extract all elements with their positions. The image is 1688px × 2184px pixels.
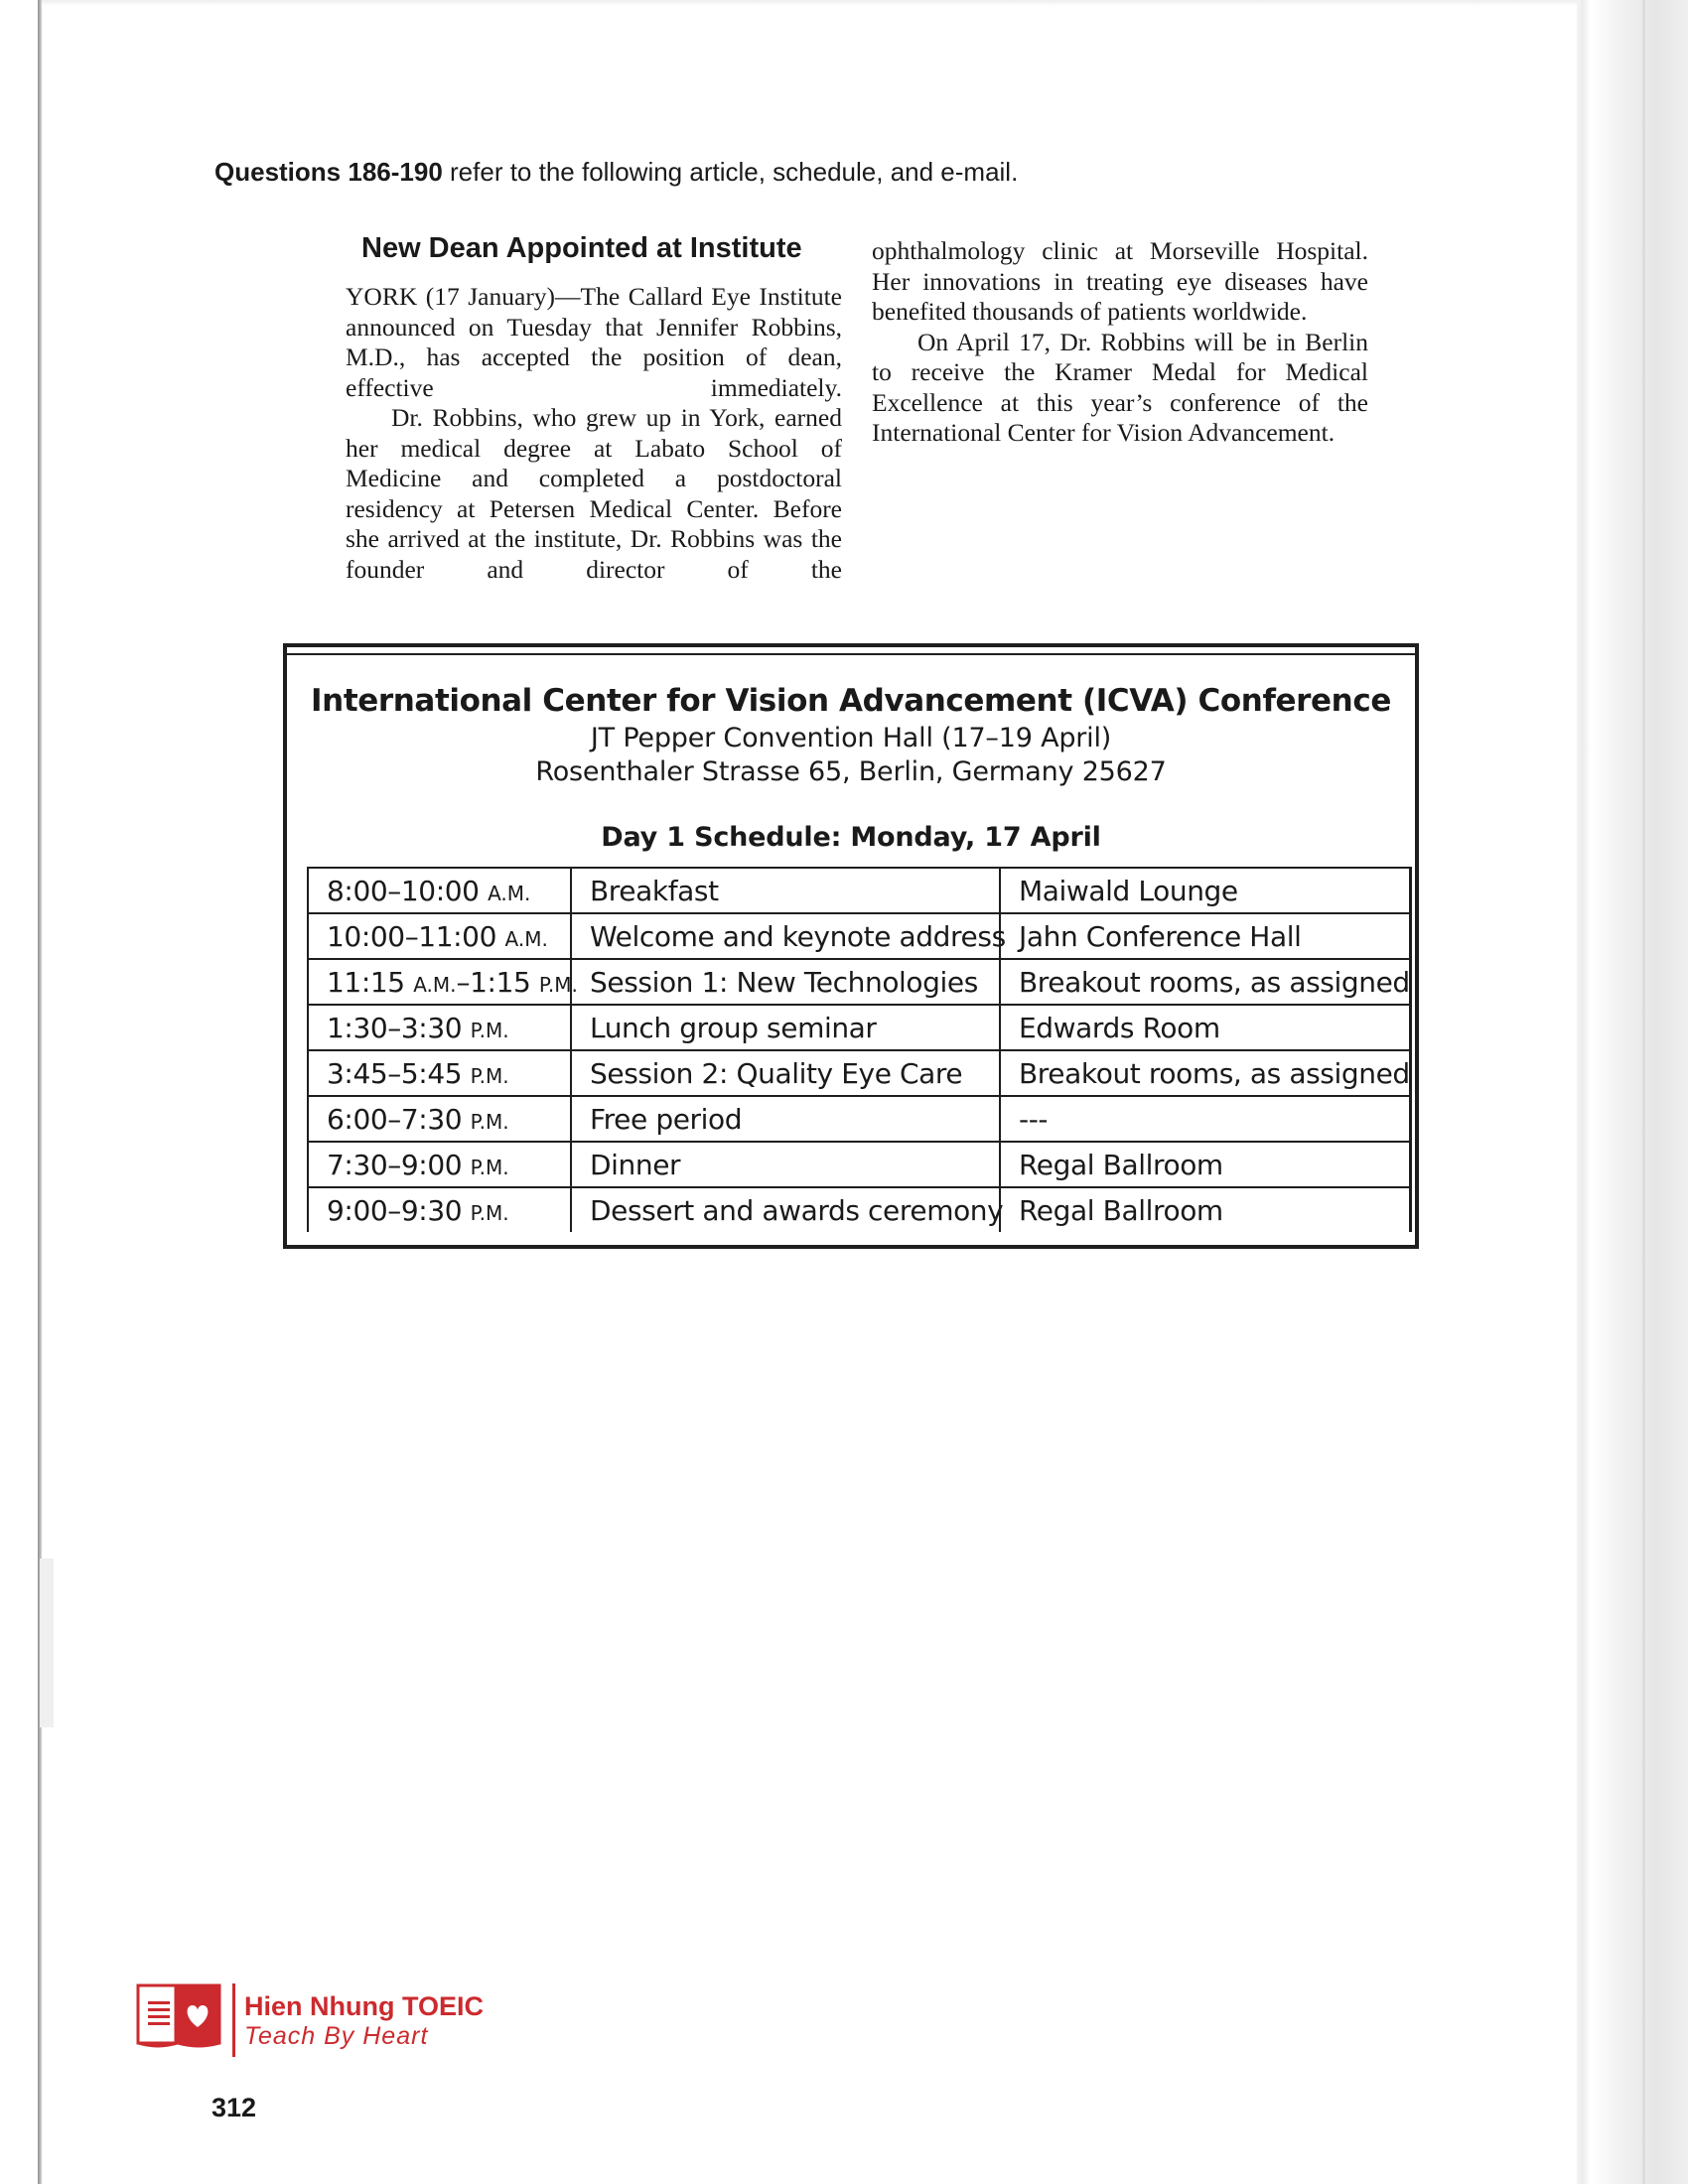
time-suffix: A.M.: [504, 926, 548, 951]
questions-intro: [214, 157, 1018, 188]
article-right-column: [872, 236, 1368, 449]
time-suffix: P.M.: [470, 1018, 509, 1042]
schedule-title: International Center for Vision Advancement (ICVA) Conference: [311, 683, 1391, 719]
schedule-location: Breakout rooms, as assigned: [1000, 1050, 1410, 1096]
schedule-row: [308, 959, 1410, 1005]
time-range: 7:30–9:00: [327, 1148, 463, 1181]
time-range: 3:45–5:45: [327, 1056, 463, 1090]
schedule-row: [308, 1187, 1410, 1232]
schedule-address: Rosenthaler Strasse 65, Berlin, Germany 25627: [535, 756, 1167, 787]
logo-divider: [232, 1983, 235, 2057]
schedule-location: Regal Ballroom: [1000, 1187, 1410, 1232]
scan-edge-left: [38, 0, 42, 2184]
article-paragraph: ophthalmology clinic at Morseville Hospital. Her innovations in treating eye diseases have benefited thousands of patients worldwide.: [872, 236, 1368, 326]
time-suffix: P.M.: [470, 1063, 509, 1088]
time-suffix: P.M.: [470, 1109, 509, 1134]
schedule-event: Lunch group seminar: [571, 1005, 1000, 1050]
time-range: 9:00–9:30: [327, 1193, 463, 1227]
article-paragraph: On April 17, Dr. Robbins will be in Berlin to receive the Kramer Medal for Medical Excellence at this year’s conference of the International Center for Vision Advancement.: [872, 327, 1368, 447]
time-range: 6:00–7:30: [327, 1102, 463, 1136]
schedule-event: Dinner: [571, 1142, 1000, 1187]
time-range: 1:30–3:30: [327, 1011, 463, 1044]
question-intro-text: refer to the following article, schedule, and e-mail.: [450, 157, 1019, 187]
article-title: New Dean Appointed at Institute: [361, 232, 802, 264]
schedule-day-heading: Day 1 Schedule: Monday, 17 April: [601, 822, 1101, 853]
schedule-time: [308, 868, 571, 913]
article-paragraph: Dr. Robbins, who grew up in York, earned her medical degree at Labato School of Medicine and completed a postdoctoral residency at Petersen Medical Center. Before she arrived at the institute, Dr. Robbins was the founder and director of the: [346, 403, 842, 584]
brand-tagline: Teach By Heart: [244, 2022, 429, 2050]
schedule-location: Maiwald Lounge: [1000, 868, 1410, 913]
schedule-location: Regal Ballroom: [1000, 1142, 1410, 1187]
schedule-row: [308, 868, 1410, 913]
time-range: 11:15 A.M.–1:15: [327, 965, 531, 999]
time-range: 8:00–10:00: [327, 874, 480, 907]
schedule-event: Session 2: Quality Eye Care: [571, 1050, 1000, 1096]
schedule-location: Edwards Room: [1000, 1005, 1410, 1050]
time-suffix: A.M.: [488, 881, 531, 905]
schedule-event: Free period: [571, 1096, 1000, 1142]
schedule-table-body: [308, 868, 1410, 1232]
time-range: 10:00–11:00: [327, 919, 496, 953]
time-suffix: P.M.: [470, 1155, 509, 1179]
schedule-time: [308, 913, 571, 959]
schedule-time: [308, 959, 578, 1005]
schedule-time: [308, 1005, 571, 1050]
schedule-location: Jahn Conference Hall: [1000, 913, 1410, 959]
schedule-event: Breakfast: [571, 868, 1000, 913]
schedule-table: [307, 867, 1412, 1232]
time-suffix: P.M.: [538, 972, 578, 997]
schedule-row: [308, 913, 1410, 959]
schedule-event: Dessert and awards ceremony: [571, 1187, 1000, 1232]
schedule-time: [308, 1187, 571, 1232]
schedule-time: [308, 1142, 571, 1187]
schedule-row: [308, 1096, 1410, 1142]
schedule-event: Welcome and keynote address: [571, 913, 1000, 959]
page-number: 312: [211, 2093, 257, 2122]
schedule-location: ---: [1000, 1096, 1410, 1142]
schedule-event: Session 1: New Technologies: [571, 959, 1000, 1005]
schedule-row: [308, 1050, 1410, 1096]
time-suffix: A.M.: [413, 972, 457, 997]
scan-smudge: [40, 1559, 54, 1727]
scan-edge-top: [42, 0, 1577, 6]
schedule-time: [308, 1050, 571, 1096]
scan-edge-right: [1577, 0, 1688, 2184]
schedule-row: [308, 1005, 1410, 1050]
question-range: Questions 186-190: [214, 157, 443, 187]
time-suffix: P.M.: [470, 1200, 509, 1225]
open-book-heart-icon: [134, 1979, 223, 2049]
article-paragraph: YORK (17 January)—The Callard Eye Institute announced on Tuesday that Jennifer Robbins, M.D., has accepted the position of dean, effective immediately.: [346, 282, 842, 402]
brand-name: Hien Nhung TOEIC: [244, 1991, 484, 2021]
article-left-column: [346, 282, 842, 585]
schedule-location: Breakout rooms, as assigned: [1000, 959, 1410, 1005]
schedule-row: [308, 1142, 1410, 1187]
schedule-time: [308, 1096, 571, 1142]
conference-schedule: [283, 643, 1419, 1249]
schedule-venue: JT Pepper Convention Hall (17–19 April): [590, 723, 1112, 753]
